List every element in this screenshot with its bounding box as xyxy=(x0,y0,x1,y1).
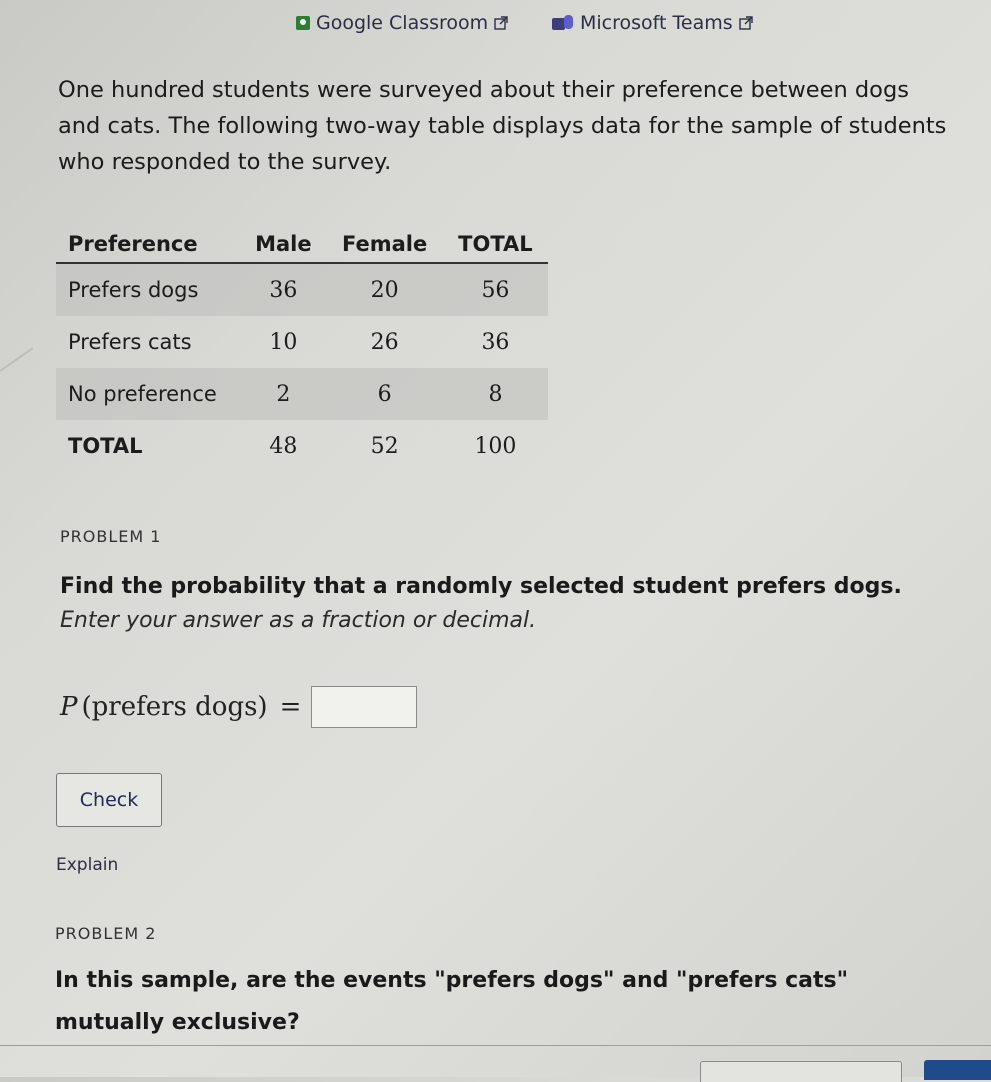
cell-total: 56 xyxy=(443,263,548,316)
microsoft-teams-label: Microsoft Teams xyxy=(580,12,733,34)
microsoft-teams-link[interactable] xyxy=(552,12,753,34)
microsoft-teams-icon xyxy=(552,15,574,31)
problem-1-question: Find the probability that a randomly selected student prefers dogs. xyxy=(60,574,902,599)
google-classroom-label: Google Classroom xyxy=(316,12,489,34)
page-edge-line xyxy=(0,347,33,372)
math-variable: P xyxy=(60,692,78,722)
table-total-row xyxy=(56,420,548,472)
check-button[interactable]: Check xyxy=(56,773,162,827)
table-row xyxy=(56,368,548,420)
cell-male: 10 xyxy=(269,329,298,355)
external-link-icon xyxy=(494,16,508,30)
math-equals: = xyxy=(279,692,302,722)
divider xyxy=(0,1045,991,1046)
google-classroom-link[interactable] xyxy=(296,12,508,34)
explain-link[interactable]: Explain xyxy=(56,855,119,875)
row-label: No preference xyxy=(56,368,240,420)
cell-male: 36 xyxy=(240,263,326,316)
cell-female: 20 xyxy=(326,263,443,316)
row-label: Prefers cats xyxy=(68,330,192,354)
header-total: TOTAL xyxy=(443,222,548,263)
header-preference: Preference xyxy=(56,222,240,263)
problem-1-label: PROBLEM 1 xyxy=(60,527,162,546)
cell-total: 8 xyxy=(443,368,548,420)
cell-total: 100 xyxy=(474,433,517,459)
problem-1-instruction: Enter your answer as a fraction or decimal. xyxy=(60,608,537,633)
cell-female: 6 xyxy=(326,368,443,420)
google-classroom-icon xyxy=(296,16,310,30)
problem-2-label: PROBLEM 2 xyxy=(55,924,157,943)
cell-female: 26 xyxy=(370,329,399,355)
cell-female: 52 xyxy=(370,433,399,459)
external-link-icon xyxy=(739,16,753,30)
two-way-table xyxy=(56,222,548,472)
intro-paragraph: One hundred students were surveyed about their preference between dogs and cats. The following two-way table displays data for the sample of students who responded to the survey. xyxy=(58,77,947,175)
table-row xyxy=(56,316,548,368)
primary-button[interactable] xyxy=(924,1060,991,1080)
probability-expression xyxy=(60,686,417,728)
problem-2-question: In this sample, are the events "prefers dogs" and "prefers cats" mutually exclusive? xyxy=(55,968,849,1035)
table-row xyxy=(56,263,548,316)
row-label: TOTAL xyxy=(68,434,143,458)
row-label: Prefers dogs xyxy=(56,263,240,316)
answer-input[interactable] xyxy=(311,686,417,728)
answer-option-box[interactable] xyxy=(700,1061,902,1082)
header-male: Male xyxy=(240,222,326,263)
cell-total: 36 xyxy=(481,329,510,355)
math-expression: (prefers dogs) xyxy=(81,692,268,722)
cell-male: 48 xyxy=(269,433,298,459)
cell-male: 2 xyxy=(240,368,326,420)
share-bar xyxy=(0,12,991,40)
table-header-row xyxy=(56,222,548,263)
header-female: Female xyxy=(326,222,443,263)
